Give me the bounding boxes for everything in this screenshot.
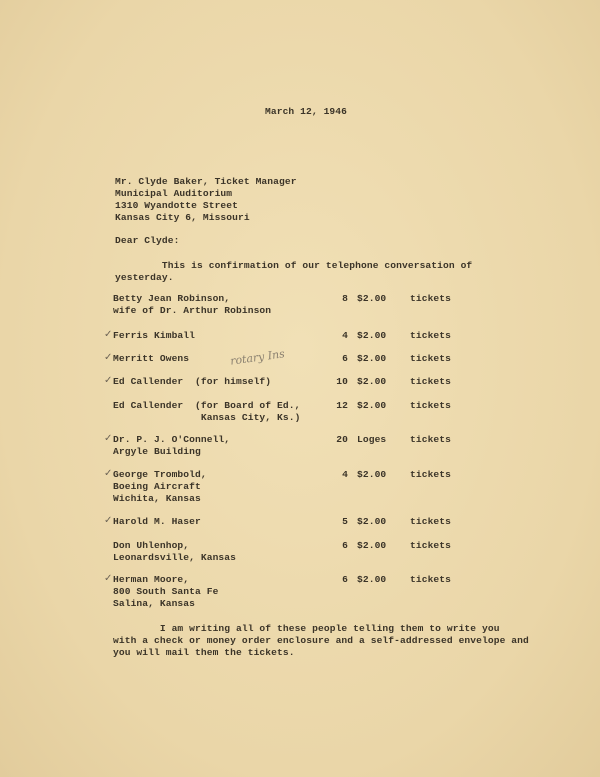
- address-line: Mr. Clyde Baker, Ticket Manager: [115, 176, 297, 187]
- entry-price: Loges: [357, 434, 387, 445]
- entry-quantity: 6: [342, 540, 348, 551]
- entry-name: George Trombold,: [113, 469, 207, 480]
- entry-quantity: 5: [342, 516, 348, 527]
- entry-detail: Salina, Kansas: [113, 598, 196, 609]
- entry-name: Dr. P. J. O'Connell,: [113, 434, 231, 445]
- closing-line: I am writing all of these people telling them to write you: [113, 623, 500, 634]
- entry-price: $2.00: [357, 293, 387, 304]
- entry-price: $2.00: [357, 400, 387, 411]
- entry-name: Don Uhlenhop,: [113, 540, 190, 551]
- closing-line: you will mail them the tickets.: [113, 647, 295, 658]
- entry-unit: tickets: [410, 353, 452, 364]
- intro-line: This is confirmation of our telephone conversation of: [115, 260, 473, 271]
- entry-name: Harold M. Haser: [113, 516, 201, 527]
- entry-unit: tickets: [410, 540, 452, 551]
- intro-line: yesterday.: [115, 272, 174, 283]
- entry-name: Herman Moore,: [113, 574, 190, 585]
- checkmark-icon: ✓: [104, 329, 113, 340]
- entry-unit: tickets: [410, 574, 452, 585]
- entry-detail: Boeing Aircraft: [113, 481, 201, 492]
- address-line: Municipal Auditorium: [115, 188, 233, 199]
- entry-unit: tickets: [410, 516, 452, 527]
- entry-unit: tickets: [410, 400, 452, 411]
- entry-price: $2.00: [357, 469, 387, 480]
- entry-price: $2.00: [357, 376, 387, 387]
- entry-detail: Wichita, Kansas: [113, 493, 201, 504]
- entry-detail: Leonardsville, Kansas: [113, 552, 237, 563]
- entry-quantity: 4: [342, 469, 348, 480]
- entry-detail: Kansas City, Ks.): [113, 412, 301, 423]
- entry-price: $2.00: [357, 353, 387, 364]
- entry-quantity: 6: [342, 574, 348, 585]
- address-line: Kansas City 6, Missouri: [115, 212, 250, 223]
- entry-quantity: 20: [336, 434, 348, 445]
- entry-quantity: 6: [342, 353, 348, 364]
- entry-price: $2.00: [357, 574, 387, 585]
- entry-quantity: 12: [336, 400, 348, 411]
- entry-price: $2.00: [357, 330, 387, 341]
- checkmark-icon: ✓: [104, 468, 113, 479]
- entry-detail: wife of Dr. Arthur Robinson: [113, 305, 272, 316]
- entry-name: Ed Callender (for himself): [113, 376, 272, 387]
- entry-unit: tickets: [410, 330, 452, 341]
- checkmark-icon: ✓: [104, 375, 113, 386]
- entry-price: $2.00: [357, 516, 387, 527]
- entry-price: $2.00: [357, 540, 387, 551]
- checkmark-icon: ✓: [104, 515, 113, 526]
- entry-unit: tickets: [410, 376, 452, 387]
- entry-quantity: 4: [342, 330, 348, 341]
- address-line: 1310 Wyandotte Street: [115, 200, 239, 211]
- entry-name: Betty Jean Robinson,: [113, 293, 231, 304]
- entry-quantity: 10: [336, 376, 348, 387]
- salutation: Dear Clyde:: [115, 235, 180, 246]
- entry-detail: 800 South Santa Fe: [113, 586, 219, 597]
- entry-name: Ed Callender (for Board of Ed.,: [113, 400, 301, 411]
- entry-detail: Argyle Building: [113, 446, 201, 457]
- entry-name: Merritt Owens: [113, 353, 190, 364]
- letter-date: March 12, 1946: [265, 106, 348, 117]
- checkmark-icon: ✓: [104, 573, 113, 584]
- handwritten-note: rotary Ins: [229, 347, 286, 368]
- checkmark-icon: ✓: [104, 433, 113, 444]
- entry-quantity: 8: [342, 293, 348, 304]
- entry-unit: tickets: [410, 293, 452, 304]
- entry-name: Ferris Kimball: [113, 330, 196, 341]
- closing-line: with a check or money order enclosure and a self-addressed envelope and: [113, 635, 529, 646]
- entry-unit: tickets: [410, 469, 452, 480]
- entry-unit: tickets: [410, 434, 452, 445]
- checkmark-icon: ✓: [104, 352, 113, 363]
